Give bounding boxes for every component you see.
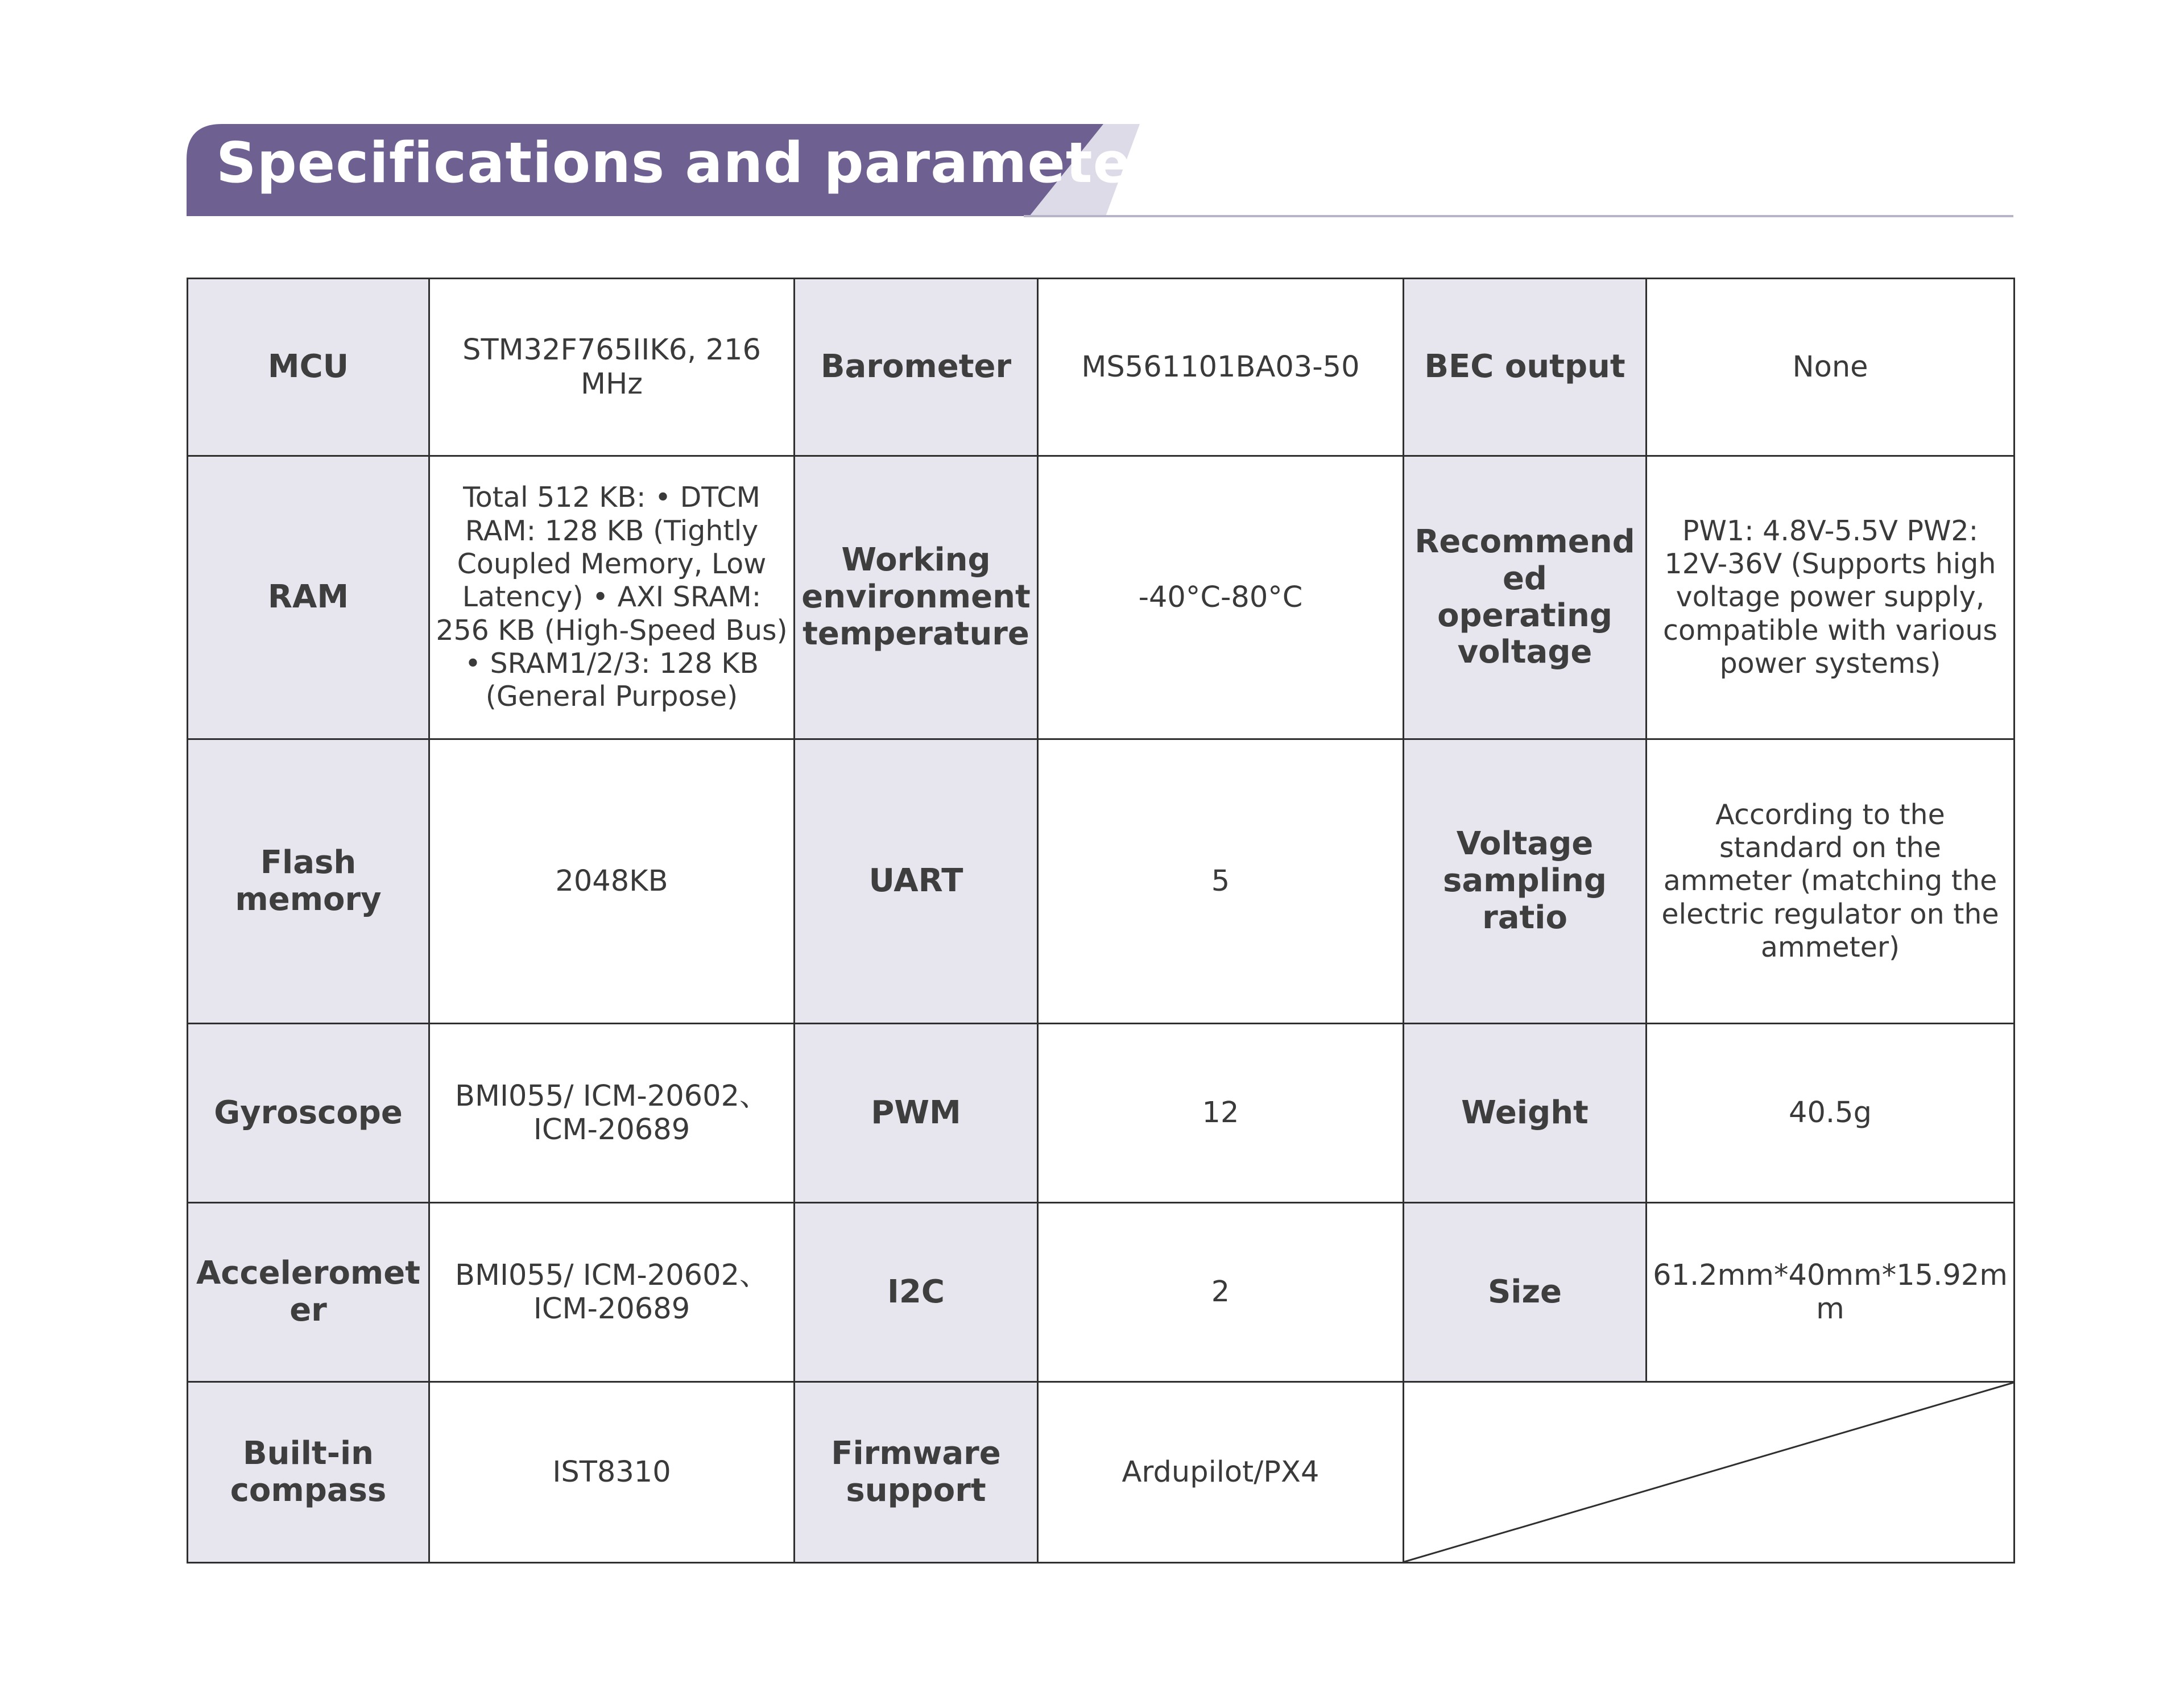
- spec-label: Flash memory: [188, 739, 429, 1024]
- spec-label: UART: [795, 739, 1038, 1024]
- spec-label: Accelerometer: [188, 1203, 429, 1382]
- spec-label: Built-in compass: [188, 1382, 429, 1563]
- spec-value: STM32F765IIK6, 216 MHz: [429, 279, 795, 456]
- spec-value: None: [1647, 279, 2015, 456]
- spec-label: Firmware support: [795, 1382, 1038, 1563]
- spec-label: Barometer: [795, 279, 1038, 456]
- spec-label: Size: [1404, 1203, 1647, 1382]
- spec-label: Gyroscope: [188, 1024, 429, 1203]
- empty-cell: [1404, 1382, 2015, 1563]
- spec-label: RAM: [188, 456, 429, 739]
- spec-label: PWM: [795, 1024, 1038, 1203]
- spec-value: 40.5g: [1647, 1024, 2015, 1203]
- spec-label: Voltage sampling ratio: [1404, 739, 1647, 1024]
- spec-value: 5: [1038, 739, 1404, 1024]
- spec-value: MS561101BA03-50: [1038, 279, 1404, 456]
- spec-value: 12: [1038, 1024, 1404, 1203]
- table-row: [188, 279, 2015, 456]
- spec-label: Working environment temperature: [795, 456, 1038, 739]
- spec-value: PW1: 4.8V-5.5V PW2: 12V-36V (Supports high voltage power supply, compatible with various power systems): [1647, 456, 2015, 739]
- spec-value: Ardupilot/PX4: [1038, 1382, 1404, 1563]
- spec-value: IST8310: [429, 1382, 795, 1563]
- spec-label: I2C: [795, 1203, 1038, 1382]
- table-row: [188, 1203, 2015, 1382]
- spec-table: [187, 278, 2015, 1563]
- table-row: [188, 1382, 2015, 1563]
- diagonal-strike: [1404, 1383, 2013, 1562]
- table-row: [188, 1024, 2015, 1203]
- spec-value: According to the standard on the ammeter (matching the electric regulator on the ammeter): [1647, 739, 2015, 1024]
- spec-label: BEC output: [1404, 279, 1647, 456]
- table-row: [188, 739, 2015, 1024]
- section-header: [0, 0, 2184, 228]
- spec-value: BMI055/ ICM-20602、ICM-20689: [429, 1024, 795, 1203]
- page-title: Specifications and parameters: [216, 131, 1193, 196]
- spec-value: Total 512 KB: • DTCM RAM: 128 KB (Tightly Coupled Memory, Low Latency) • AXI SRAM: 256 KB (High-Speed Bus) • SRAM1/2/3: 128 KB (General Purpose): [429, 456, 795, 739]
- spec-value: -40°C-80°C: [1038, 456, 1404, 739]
- spec-value: 2: [1038, 1203, 1404, 1382]
- spec-label: Recommended operating voltage: [1404, 456, 1647, 739]
- spec-label: Weight: [1404, 1024, 1647, 1203]
- spec-label: MCU: [188, 279, 429, 456]
- spec-value: 61.2mm*40mm*15.92mm: [1647, 1203, 2015, 1382]
- spec-value: BMI055/ ICM-20602、ICM-20689: [429, 1203, 795, 1382]
- table-row: [188, 456, 2015, 739]
- spec-value: 2048KB: [429, 739, 795, 1024]
